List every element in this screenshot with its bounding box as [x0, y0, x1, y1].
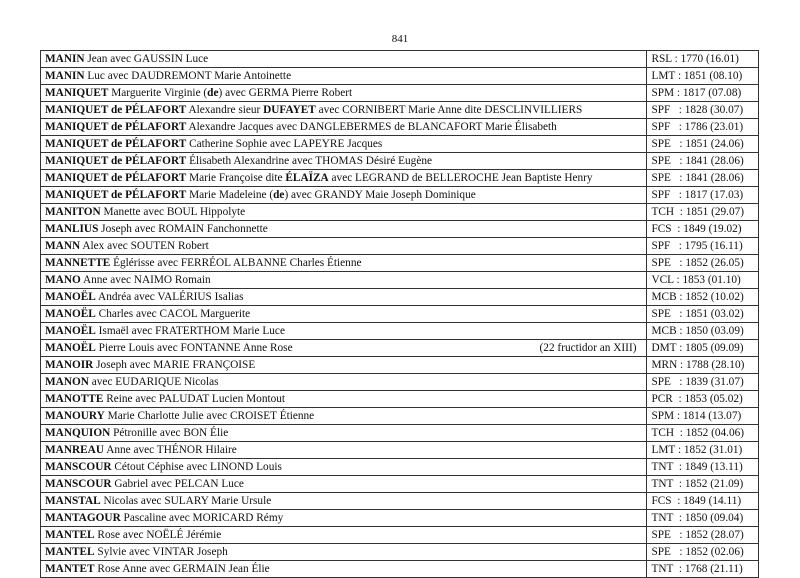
name-text: Gabriel avec PELCAN Luce: [111, 477, 244, 490]
surname: MANOTTE: [45, 392, 104, 405]
parish-date: SPM : 1817 (07.08): [647, 85, 759, 102]
surname: MANQUION: [45, 426, 111, 439]
surname: MANOËL: [45, 324, 96, 337]
parish-date: TNT : 1852 (21.09): [647, 476, 759, 493]
marriage-index-table: [40, 50, 759, 578]
couple-names: [41, 527, 647, 544]
parish-date: TCH : 1852 (04.06): [647, 425, 759, 442]
name-text: Marie Françoise dite: [186, 171, 286, 184]
parish-date: VCL : 1853 (01.10): [647, 272, 759, 289]
table-row: [41, 102, 759, 119]
surname: MANSCOUR: [45, 460, 112, 473]
surname: MANSTAL: [45, 494, 101, 507]
name-text: Alexandre Jacques avec DANGLEBERMES de BLANCAFORT Marie Élisabeth: [186, 120, 557, 133]
surname: MANIN: [45, 69, 85, 82]
name-text: Catherine Sophie avec LAPEYRE Jacques: [186, 137, 383, 150]
name-text: Ismaël avec FRATERTHOM Marie Luce: [95, 324, 285, 337]
couple-names: [41, 153, 647, 170]
table-row: [41, 459, 759, 476]
table-row: [41, 391, 759, 408]
couple-names: [41, 425, 647, 442]
name-text: Reine avec PALUDAT Lucien Montout: [103, 392, 286, 405]
name-text: Églérisse avec FERRÉOL ALBANNE Charles Étienne: [110, 256, 362, 269]
name-text: Pierre Louis avec FONTANNE Anne Rose: [95, 341, 293, 354]
surname: MANIQUET de PÉLAFORT: [45, 188, 187, 201]
surname: MANIN: [45, 52, 85, 65]
couple-names: [41, 323, 647, 340]
couple-names: [41, 119, 647, 136]
name-text: Alex avec SOUTEN Robert: [80, 239, 209, 252]
couple-names: [41, 289, 647, 306]
table-row: [41, 136, 759, 153]
table-row: [41, 272, 759, 289]
surname: MANO: [45, 273, 81, 286]
couple-names: [41, 408, 647, 425]
name-text: Marie Madeleine (: [186, 188, 274, 201]
name-text: Joseph avec MARIE FRANÇOISE: [93, 358, 256, 371]
parish-date: SPE : 1852 (26.05): [647, 255, 759, 272]
table-row: [41, 527, 759, 544]
name-text: Alexandre sieur: [186, 103, 264, 116]
table-row: [41, 357, 759, 374]
surname: MANIQUET de PÉLAFORT: [45, 103, 187, 116]
name-text: Anne avec THÉNOR Hilaire: [104, 443, 237, 456]
parish-date: SPE : 1841 (28.06): [647, 153, 759, 170]
surname: DUFAYET: [263, 103, 316, 116]
parish-date: SPF : 1786 (23.01): [647, 119, 759, 136]
parish-date: TNT : 1849 (13.11): [647, 459, 759, 476]
couple-names: [41, 442, 647, 459]
table-row: [41, 306, 759, 323]
surname: MANOËL: [45, 341, 96, 354]
surname: MANOËL: [45, 290, 96, 303]
table-row: [41, 408, 759, 425]
surname: MANIQUET de PÉLAFORT: [45, 120, 187, 133]
surname: MANIQUET de PÉLAFORT: [45, 154, 187, 167]
parish-date: SPE : 1851 (03.02): [647, 306, 759, 323]
date-note: (22 fructidor an XIII): [539, 341, 637, 354]
table-row: [41, 561, 759, 578]
table-row: [41, 119, 759, 136]
name-text: Jean avec GAUSSIN Luce: [84, 52, 209, 65]
table-row: [41, 153, 759, 170]
surname: ÉLAÏZA: [285, 171, 329, 184]
name-text: Nicolas avec SULARY Marie Ursule: [100, 494, 272, 507]
couple-names: [41, 340, 647, 357]
name-text: avec EUDARIQUE Nicolas: [88, 375, 219, 388]
name-text: Rose avec NOËLÉ Jérémie: [94, 528, 222, 541]
table-row: [41, 221, 759, 238]
surname: MANOIR: [45, 358, 94, 371]
couple-names: [41, 136, 647, 153]
name-text: Andréa avec VALÉRIUS Isalias: [95, 290, 244, 303]
table-row: [41, 68, 759, 85]
surname: de: [273, 188, 285, 201]
parish-date: TNT : 1768 (21.11): [647, 561, 759, 578]
couple-names: [41, 561, 647, 578]
name-text: Sylvie avec VINTAR Joseph: [94, 545, 228, 558]
name-text: Manette avec BOUL Hippolyte: [100, 205, 246, 218]
couple-names: [41, 374, 647, 391]
parish-date: SPF : 1828 (30.07): [647, 102, 759, 119]
name-text: avec CORNIBERT Marie Anne dite DESCLINVILLIERS: [315, 103, 583, 116]
table-row: [41, 510, 759, 527]
table-row: [41, 51, 759, 68]
table-row: [41, 255, 759, 272]
name-text: Charles avec CACOL Marguerite: [95, 307, 251, 320]
parish-date: TCH : 1851 (29.07): [647, 204, 759, 221]
surname: MANREAU: [45, 443, 104, 456]
surname: MANNETTE: [45, 256, 111, 269]
couple-names: [41, 221, 647, 238]
couple-names: [41, 493, 647, 510]
name-text: Marguerite Virginie (: [108, 86, 208, 99]
table-row: [41, 476, 759, 493]
table-row: [41, 374, 759, 391]
name-text: Élisabeth Alexandrine avec THOMAS Désiré Eugène: [186, 154, 432, 167]
couple-names: [41, 544, 647, 561]
name-text: Luc avec DAUDREMONT Marie Antoinette: [84, 69, 292, 82]
couple-names: [41, 204, 647, 221]
parish-date: SPM : 1814 (13.07): [647, 408, 759, 425]
parish-date: LMT : 1851 (08.10): [647, 68, 759, 85]
name-text: Rose Anne avec GERMAIN Jean Élie: [94, 562, 270, 575]
couple-names: [41, 255, 647, 272]
parish-date: SPF : 1795 (16.11): [647, 238, 759, 255]
surname: MANSCOUR: [45, 477, 112, 490]
parish-date: FCS : 1849 (14.11): [647, 493, 759, 510]
name-text: Joseph avec ROMAIN Fanchonnette: [98, 222, 268, 235]
name-text: Marie Charlotte Julie avec CROISET Étienne: [104, 409, 315, 422]
name-text: ) avec GRANDY Maie Joseph Dominique: [284, 188, 476, 201]
parish-date: SPE : 1851 (24.06): [647, 136, 759, 153]
parish-date: SPE : 1852 (28.07): [647, 527, 759, 544]
surname: MANOURY: [45, 409, 105, 422]
couple-names: [41, 68, 647, 85]
couple-names: [41, 510, 647, 527]
surname: MANIQUET de PÉLAFORT: [45, 137, 187, 150]
table-row: [41, 85, 759, 102]
couple-names: [41, 306, 647, 323]
table-row: [41, 289, 759, 306]
table-row: [41, 493, 759, 510]
table-row: [41, 425, 759, 442]
name-text: Cétout Céphise avec LINOND Louis: [111, 460, 282, 473]
couple-names: [41, 272, 647, 289]
surname: MANTEL: [45, 528, 95, 541]
name-text: avec LEGRAND de BELLEROCHE Jean Baptiste Henry: [328, 171, 593, 184]
name-text: Pascaline avec MORICARD Rémy: [120, 511, 284, 524]
surname: MANTET: [45, 562, 95, 575]
parish-date: SPF : 1817 (17.03): [647, 187, 759, 204]
surname: MANIQUET: [45, 86, 109, 99]
parish-date: DMT : 1805 (09.09): [647, 340, 759, 357]
parish-date: LMT : 1852 (31.01): [647, 442, 759, 459]
couple-names: [41, 459, 647, 476]
parish-date: SPE : 1839 (31.07): [647, 374, 759, 391]
table-row: [41, 442, 759, 459]
surname: de: [207, 86, 219, 99]
surname: MANLIUS: [45, 222, 99, 235]
parish-date: SPE : 1852 (02.06): [647, 544, 759, 561]
parish-date: RSL : 1770 (16.01): [647, 51, 759, 68]
name-text: ) avec GERMA Pierre Robert: [218, 86, 353, 99]
table-row: [41, 204, 759, 221]
table-row: [41, 170, 759, 187]
parish-date: MRN : 1788 (28.10): [647, 357, 759, 374]
surname: MANITON: [45, 205, 101, 218]
page-number: 841: [391, 33, 409, 45]
couple-names: [41, 476, 647, 493]
couple-names: [41, 170, 647, 187]
couple-names: [41, 102, 647, 119]
surname: MANTEL: [45, 545, 95, 558]
parish-date: SPE : 1841 (28.06): [647, 170, 759, 187]
surname: MANON: [45, 375, 89, 388]
surname: MANN: [45, 239, 81, 252]
table-row: [41, 187, 759, 204]
couple-names: [41, 391, 647, 408]
table-row: [41, 238, 759, 255]
couple-names: [41, 357, 647, 374]
surname: MANIQUET de PÉLAFORT: [45, 171, 187, 184]
couple-names: [41, 51, 647, 68]
parish-date: TNT : 1850 (09.04): [647, 510, 759, 527]
parish-date: MCB : 1852 (10.02): [647, 289, 759, 306]
table-row: [41, 340, 759, 357]
table-row: [41, 544, 759, 561]
table-row: [41, 323, 759, 340]
name-text: Pétronille avec BON Élie: [110, 426, 229, 439]
parish-date: PCR : 1853 (05.02): [647, 391, 759, 408]
surname: MANOËL: [45, 307, 96, 320]
couple-names: [41, 187, 647, 204]
parish-date: MCB : 1850 (03.09): [647, 323, 759, 340]
couple-names: [41, 238, 647, 255]
couple-names: [41, 85, 647, 102]
name-text: Anne avec NAIMO Romain: [80, 273, 211, 286]
parish-date: FCS : 1849 (19.02): [647, 221, 759, 238]
surname: MANTAGOUR: [45, 511, 121, 524]
